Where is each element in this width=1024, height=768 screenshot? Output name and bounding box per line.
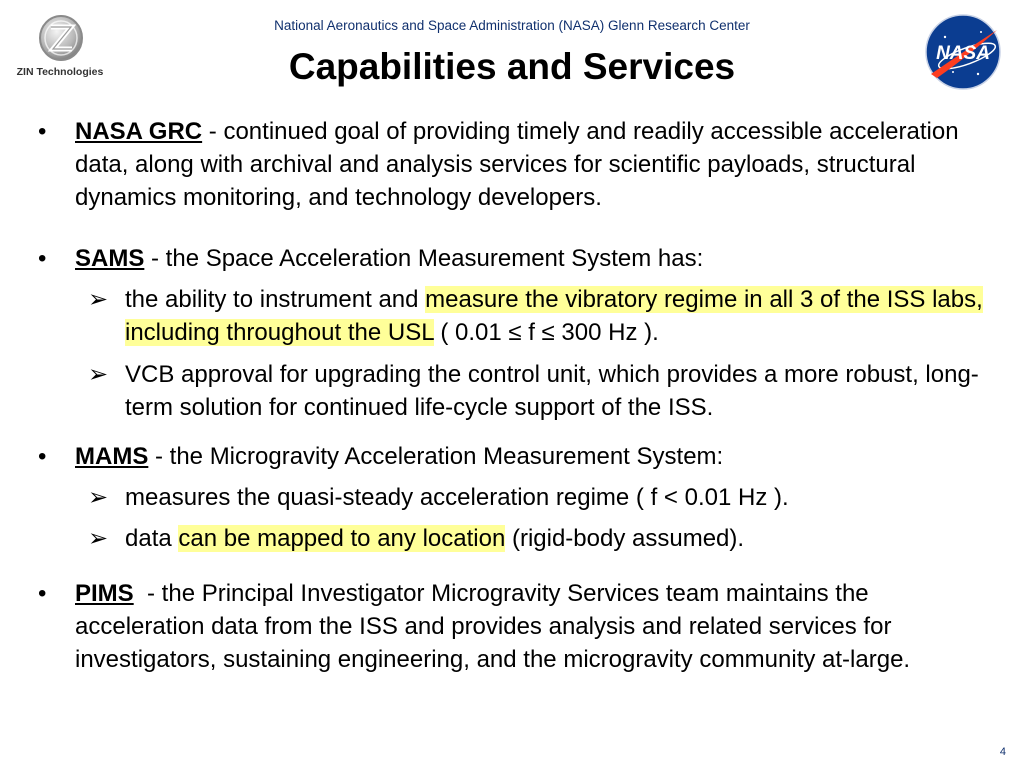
bullet-text: - the Space Acceleration Measurement System has: xyxy=(144,245,704,272)
nasa-logo xyxy=(923,12,1003,92)
page-number: 4 xyxy=(999,746,1006,758)
arrow-bullet-icon: ➢ xyxy=(88,361,109,388)
arrow-bullet-icon: ➢ xyxy=(88,484,109,511)
sub-bullet-text: (rigid-body assumed). xyxy=(505,525,745,552)
sub-bullet-sams-vcb xyxy=(38,358,998,424)
nasa-logo-text: NASA xyxy=(936,43,990,64)
arrow-bullet-icon: ➢ xyxy=(88,525,109,552)
organization-line: National Aeronautics and Space Administration (NASA) Glenn Research Center xyxy=(274,18,750,33)
bullet-marker: • xyxy=(38,443,47,470)
bullet-marker: • xyxy=(38,580,47,607)
bullet-text: - continued goal of providing timely and readily accessible acceleration data, along with archival and analysis services for scientific payloads, structural dynamics monitoring, and technology developers. xyxy=(75,118,959,211)
bullet-term: NASA GRC xyxy=(75,118,203,145)
nasa-meatball-icon xyxy=(923,12,1003,92)
bullet-marker: • xyxy=(38,118,47,145)
slide-title: Capabilities and Services xyxy=(288,46,736,87)
bullet-marker: • xyxy=(38,245,47,272)
sub-bullet-text: the ability to instrument and xyxy=(125,286,426,313)
zin-logo-text: ZIN Technologies xyxy=(16,66,104,78)
bullet-term: MAMS xyxy=(75,443,149,470)
bullet-sams xyxy=(38,242,998,275)
sub-bullet-text: measures the quasi-steady acceleration regime ( f < 0.01 Hz ). xyxy=(125,484,789,511)
highlighted-text: measure the vibratory regime in all 3 of the ISS labs, including throughout the USL xyxy=(125,286,983,346)
highlighted-text: can be mapped to any location xyxy=(178,525,506,552)
bullet-nasa-grc xyxy=(38,115,998,214)
arrow-bullet-icon: ➢ xyxy=(88,286,109,313)
sub-bullet-sams-vibratory xyxy=(38,283,998,349)
sub-bullet-text: ( 0.01 ≤ f ≤ 300 Hz ). xyxy=(433,319,659,346)
bullet-pims xyxy=(38,577,998,676)
bullet-text: - the Principal Investigator Microgravity Services team maintains the acceleration data from the ISS and provides analysis and related services for investigators, sustaining engineering, and the microgravity community at-large. xyxy=(75,580,911,673)
bullet-term: PIMS xyxy=(75,580,134,607)
zin-logo-icon xyxy=(38,14,84,62)
sub-bullet-mams-mapped xyxy=(38,522,998,555)
slide-content xyxy=(38,112,998,676)
sub-bullet-text: data xyxy=(125,525,179,552)
zin-technologies-logo xyxy=(10,12,110,82)
bullet-text: - the Microgravity Acceleration Measurement System: xyxy=(148,443,724,470)
bullet-term: SAMS xyxy=(75,245,145,272)
sub-bullet-text: VCB approval for upgrading the control unit, which provides a more robust, long-term solution for continued life-cycle support of the ISS. xyxy=(125,361,979,421)
bullet-mams xyxy=(38,440,998,473)
sub-bullet-mams-quasi-steady xyxy=(38,481,998,514)
